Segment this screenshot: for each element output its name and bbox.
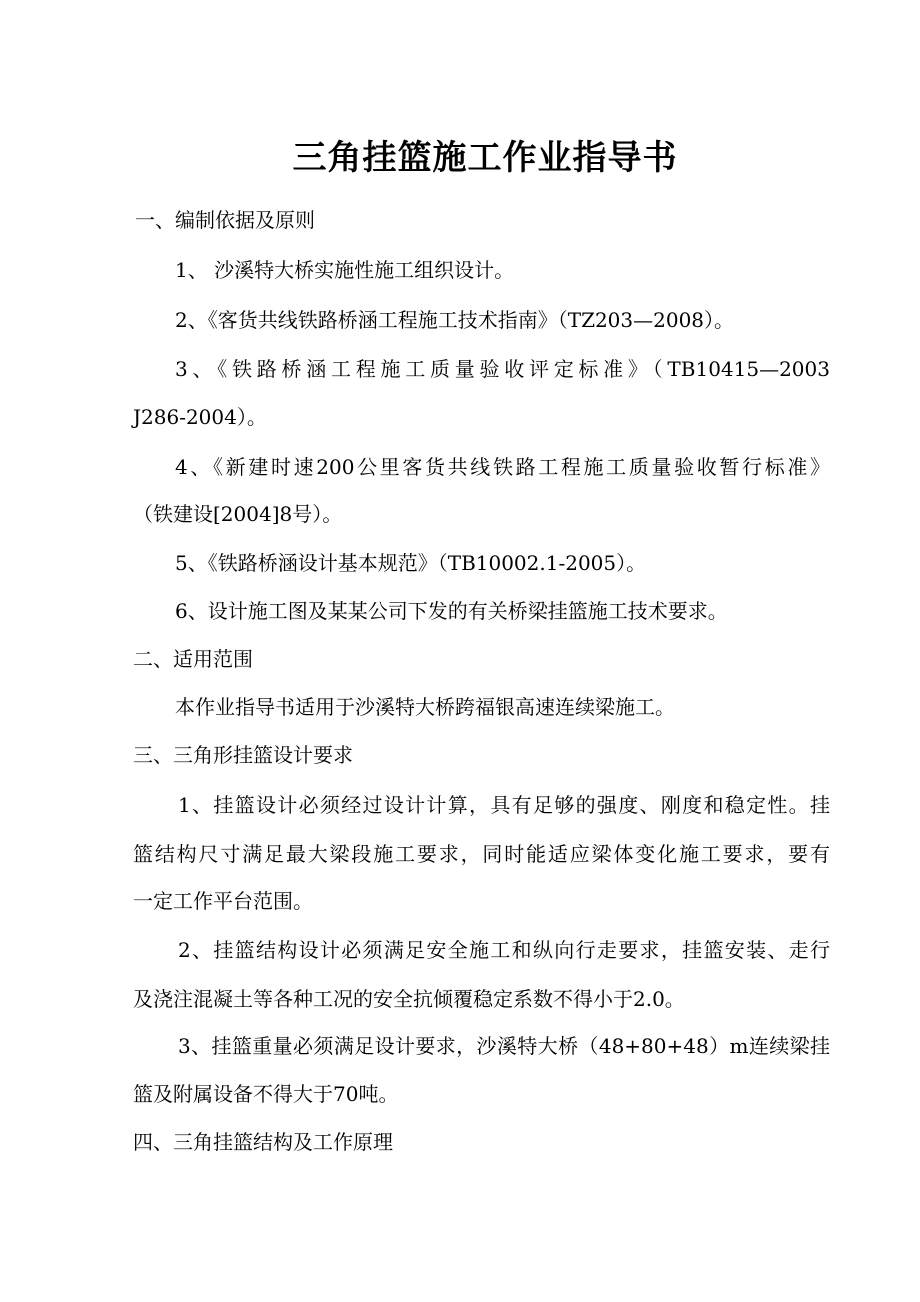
section-heading-4: 四、三角挂篮结构及工作原理 (133, 1130, 393, 1154)
paragraph: 本作业指导书适用于沙溪特大桥跨福银高速连续梁施工。 (175, 695, 675, 719)
section-heading-3: 三、三角形挂篮设计要求 (133, 743, 353, 767)
list-item: 2、《客货共线铁路桥涵工程施工技术指南》（TZ203—2008）。 (175, 308, 735, 332)
list-item-continuation: J286-2004）。 (133, 405, 267, 429)
list-item: 3、《铁路桥涵工程施工质量验收评定标准》（TB10415—2003 (175, 357, 830, 381)
list-item-continuation: （铁建设[2004]8号）。 (133, 502, 343, 526)
section-heading-1: 一、编制依据及原则 (135, 208, 315, 232)
list-item: 4、《新建时速200公里客货共线铁路工程施工质量验收暂行标准》 (175, 455, 830, 479)
list-item: 1、 沙溪特大桥实施性施工组织设计。 (175, 258, 515, 282)
list-item: 5、《铁路桥涵设计基本规范》（TB10002.1-2005）。 (175, 551, 647, 575)
paragraph-line: 及浇注混凝土等各种工况的安全抗倾覆稳定系数不得小于2.0。 (133, 987, 685, 1011)
paragraph-line: 篮结构尺寸满足最大梁段施工要求，同时能适应梁体变化施工要求，要有 (133, 842, 830, 866)
paragraph-line: 篮及附属设备不得大于70吨。 (133, 1082, 399, 1106)
paragraph-line: 2、挂篮结构设计必须满足安全施工和纵向行走要求，挂篮安装、走行 (178, 938, 830, 962)
document-title: 三角挂篮施工作业指导书 (292, 138, 678, 178)
section-heading-2: 二、适用范围 (133, 647, 253, 671)
paragraph-line: 3、挂篮重量必须满足设计要求，沙溪特大桥（48+80+48）m连续梁挂 (178, 1034, 830, 1058)
paragraph-line: 1、挂篮设计必须经过设计计算，具有足够的强度、刚度和稳定性。挂 (178, 793, 830, 817)
list-item: 6、设计施工图及某某公司下发的有关桥梁挂篮施工技术要求。 (175, 599, 728, 623)
paragraph-line: 一定工作平台范围。 (133, 889, 313, 913)
